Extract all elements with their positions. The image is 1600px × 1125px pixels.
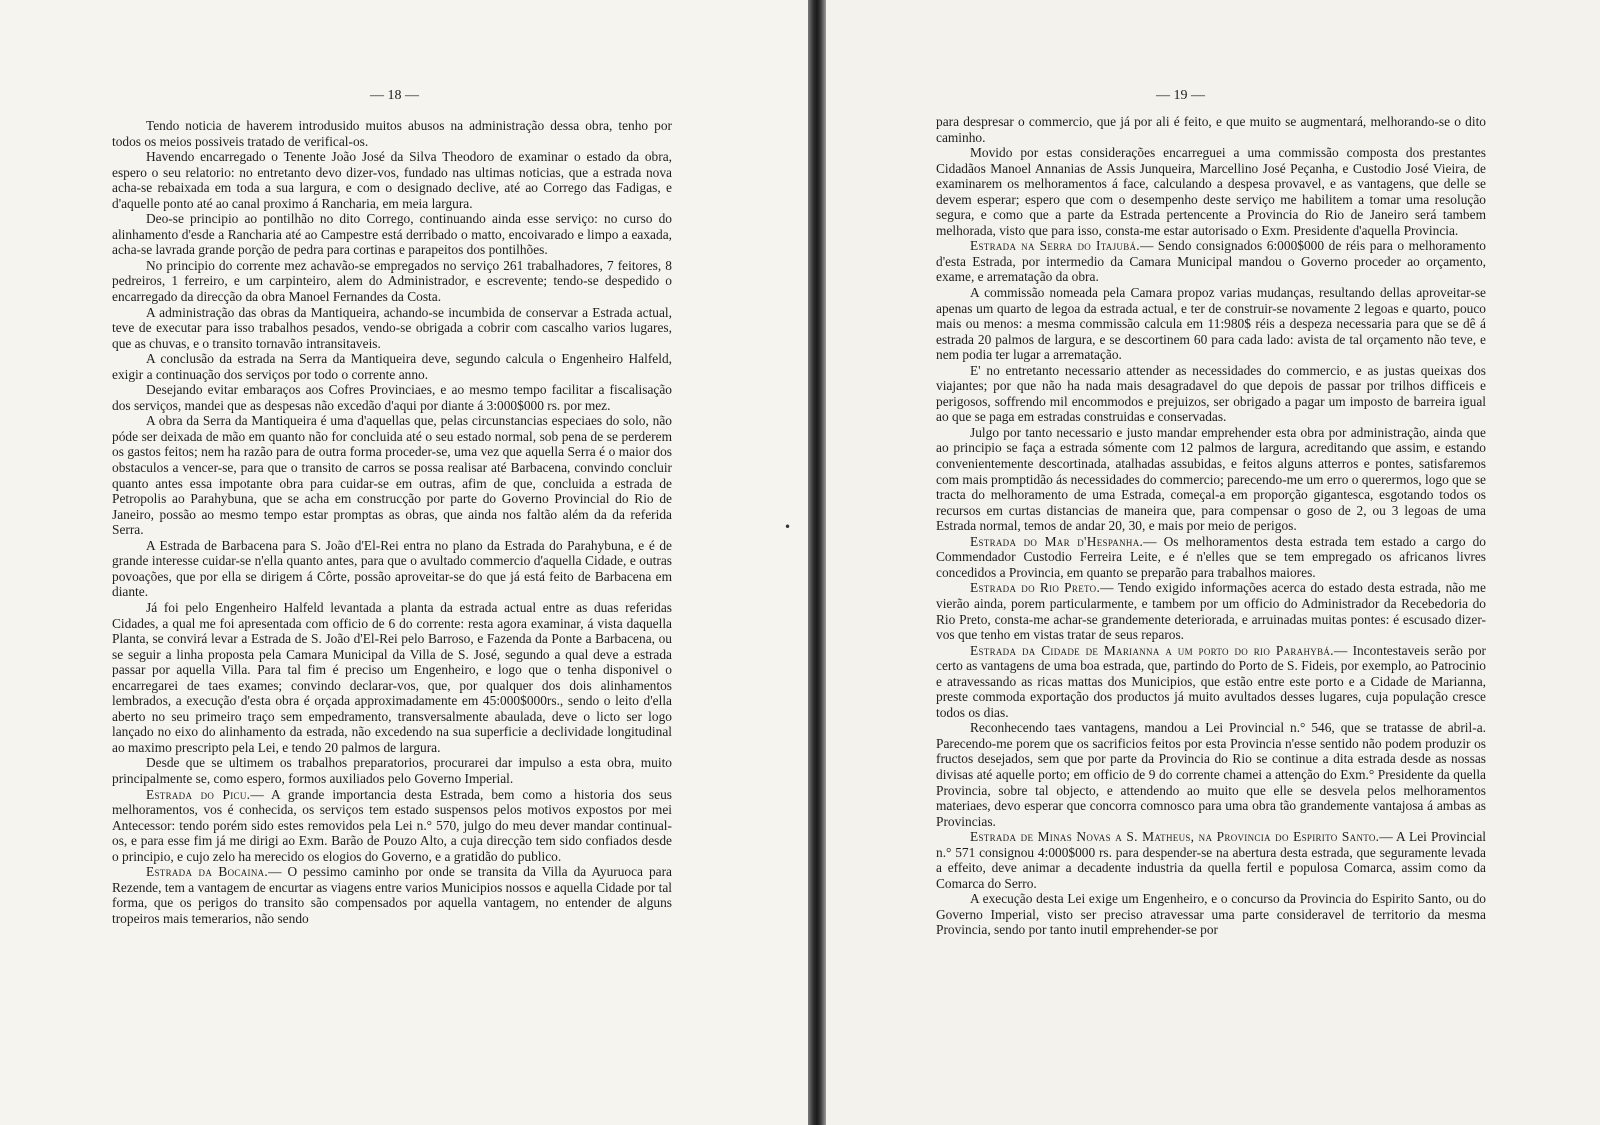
paragraph-text: A conclusão da estrada na Serra da Mantiqueira deve, segundo calcula o Engenheiro Halfeld, exigir a continuação dos serviços por todo o corrente anno. (112, 351, 672, 382)
paragraph (936, 534, 1486, 581)
paragraph-text: — O pessimo caminho por onde se transita da Villa da Ayuruoca para Rezende, tem a vantagem de encurtar as viagens entre varios Municipios nossos e aquella Cidade por tal forma, que os perigos do transito são compensados por aquella vantagem, no entender de alguns tropeiros mais temerarios, não sendo (112, 864, 673, 926)
paragraph-text: Já foi pelo Engenheiro Halfeld levantada a planta da estrada actual entre as duas referidas Cidades, a qual me foi apresentada com officio de 6 do corrente: resta agora examinar, á vista daquella Planta, se convirá levar a Estrada de S. João d'El-Rei pelo Barroso, e Fazenda da Ponte a Barbacena, ou se seguir a linha proposta pela Camara Municipal da Villa de S. José, segundo a qual deve a estrada passar por aquella Villa. Para tal fim é preciso um Engenheiro, e logo que o tenha disponivel o encarregarei de taes exames; convindo declarar-vos, que, por qualquer dos dois alinhamentos lembrados, a execução d'esta obra é orçada approximadamente em 45:000$000rs., sendo o leito d'ella aberto no seu primeiro traço sem empedramento, transversalmente abaulada, deve o licto ser logo lançado no eixo do alinhamento da estrada, não excedendo na sua superficie a declividade longitudinal ao maximo prescripto pela Lei, e tendo 20 palmos de largura. (112, 599, 672, 755)
paragraph-text: Movido por estas considerações encarreguei a uma commissão composta dos prestantes Cidadãos Manoel Annanias de Assis Junqueira, Marcellino José Peçanha, e Custodio José Vieira, de examinarem os melhoramentos á face, calculando a despesa provavel, e as vantagens, que delle se devem esperar; espero que com o desempenho deste serviço me habilitem a tomar uma resolução segura, e como que a parte da Estrada pertencente a Provincia do Rio de Janeiro será tambem melhorada, visto que para isso, consta-me estar autorisado o Exm. Presidente d'aquella Provincia. (936, 145, 1486, 238)
paragraph-text: A administração das obras da Mantiqueira, achando-se incumbida de conservar a Estrada actual, teve de executar para isso trabalhos pesados, vendo-se obrigada a cobrir com cascalho varios lugares, que as chuvas, e o transito tornavão intransitaveis. (112, 304, 672, 351)
right-page-text (936, 114, 1486, 938)
section-heading: Estrada do Rio Preto. (970, 580, 1101, 596)
paragraph (936, 580, 1486, 642)
paragraph (112, 305, 672, 352)
paragraph-text: A commissão nomeada pela Camara propoz varias mudanças, resultando dellas aproveitar-se apenas um quarto de legoa da estrada actual, e ter de construir-se novamente 2 legoas e quarto, pouco mais ou menos: a mesma commissão calcula em 11:980$ réis a despeza necessaria para que se dê á estrada 20 palmos de largura, e se descortinem 60 para cada lado: avista de tal orçamento não teve, e nem podia ter lugar a arrematação. (936, 285, 1486, 363)
paragraph-text: Reconhecendo taes vantagens, mandou a Lei Provincial n.° 546, que se tratasse de abril-a. Parecendo-me porem que os sacrificios feitos por esta Provincia n'esse sentido não podem produzir os fructos desejados, sem que por parte da Provincia do Rio se continue a dita estrada desde as nossas divisas até aquelle porto; em officio de 9 do corrente chamei a attenção do Exm.° Presidente da quella Provincia, sobre tal objecto, e attendendo ao muito que elle se desvela pelos melhoramentos materiaes, devo esperar que concorra comnosco para uma obra tão grandemente vantajosa á ambas as Provincias. (936, 720, 1486, 829)
paragraph-text: E' no entretanto necessario attender as necessidades do commercio, e as justas queixas dos viajantes; por que não ha nada mais desagradavel do que depois de passar por trilhos difficeis e perigosos, soffrendo mil encommodos e prejuizos, ser obrigado a pagar um imposto de barreira igual ao que se paga em estradas construidas e conservadas. (936, 362, 1486, 425)
page-number-left: — 18 — (370, 88, 419, 103)
paragraph-text: — Os melhoramentos desta estrada tem estado a cargo do Commendador Custodio Ferreira Leite, e é n'elles que se tem empregado os africanos livres concedidos a Provincia, em quanto se preparão para trabalhos maiores. (936, 533, 1486, 580)
section-heading: Estrada da Bocaina. (146, 864, 269, 880)
paragraph (936, 720, 1486, 829)
paragraph (936, 285, 1486, 363)
section-heading: Estrada de Minas Novas a S. Matheus, na Provincia do Espirito Santo. (970, 829, 1380, 845)
right-page (784, 0, 1600, 1125)
book-gutter (808, 0, 826, 1125)
paragraph (112, 600, 672, 755)
paragraph (936, 114, 1486, 145)
paragraph (936, 829, 1486, 891)
paragraph-text: A obra da Serra da Mantiqueira é uma d'aquellas que, pelas circunstancias especiaes do solo, não póde ser deixada de mão em quanto não for concluida até o seu estado normal, sob pena de se perderem os gastos feitos; nem ha razão para de outra forma proceder-se, uma vez que aquella Serra é o maior dos obstaculos a vencer-se, para que o transito de carros se possa realisar até Barbacena, convindo concluir quanto antes essa impotante obra para cuidar-se em outras, afim de que, concluida a estrada de Petropolis ao Parahybuna, que se acha em construcção por parte do Governo Provincial do Rio de Janeiro, possão ao mesmo tempo estar promptas as obras, que ainda nos faltão além da da referida Serra. (112, 413, 672, 538)
paragraph-text: — A grande importancia desta Estrada, bem como a historia dos seus melhoramentos, vos é conhecida, os serviços tem estado suspensos pelos motivos expostos por mei Antecessor: tendo porém sido estes removidos pela Lei n.° 570, julgo do meu dever mandar continual-os, e para esse fim já me dirigi ao Exm. Barão de Pouzo Alto, a cuja direcção tem sido confiados desde o principio, e cujo zelo ha merecido os elogios do Governo, e a gratidão do publico. (112, 786, 672, 864)
paragraph (112, 258, 672, 305)
paragraph (112, 211, 672, 258)
page-number-right: — 19 — (1156, 88, 1205, 103)
paragraph-text: Julgo por tanto necessario e justo mandar emprehender esta obra por administração, ainda que ao principio se faça a estrada sómente com 12 palmos de largura, acreditando que assim, e estando convenientemente descortinada, atalhadas assubidas, e feitos alguns atterros e pontes, satisfaremos com mais promptidão ás necessidades do commercio; parecendo-me um erro o querermos, logo que se tracta do melhoramento de uma Estrada, começal-a em proporção gigantesca, esgotando todos os recursos em curtas distancias de maneira que, para compensar o goso de 2, ou 3 legoas de uma Estrada normal, temos de andar 20, 30, e mais por meio de perigos. (936, 424, 1486, 534)
paragraph-text: A Estrada de Barbacena para S. João d'El-Rei entra no plano da Estrada do Parahybuna, e é de grande interesse cuidar-se n'ella quanto antes, para que o avultado commercio d'aquella Cidade, e outras povoações, que por ella se dirigem á Côrte, possão aproveitar-se do que já está feito de Barbacena em diante. (112, 537, 672, 600)
paragraph (936, 238, 1486, 285)
paragraph (112, 755, 672, 786)
paragraph-text: No principio do corrente mez achavão-se empregados no serviço 261 trabalhadores, 7 feitores, 8 pedreiros, 1 ferreiro, e um carpinteiro, alem do Administrador, e escrevente; tendo-se despedido o encarregado da direcção da obra Manoel Fernandes da Costa. (112, 257, 672, 305)
paragraph-text: Tendo noticia de haverem introdusido muitos abusos na administração dessa obra, tenho por todos os meios possiveis tratado de verifical-os. (112, 118, 672, 149)
paragraph-text: — Tendo exigido informações acerca do estado desta estrada, não me vierão ainda, porem particularmente, e tambem por um officio do Administrador da Recebedoria do Rio Preto, consta-me achar-se grandemente deteriorada, e arruinadas muitas pontes: é escusado dizer-vos que tenho em vistas tratar de seus reparos. (936, 580, 1486, 643)
paragraph-text: para despresar o commercio, que já por ali é feito, e que muito se augmentará, melhorando-se o dito caminho. (936, 114, 1486, 145)
left-page-text (112, 118, 672, 926)
section-heading: Estrada do Picu. (146, 786, 251, 802)
paragraph (936, 643, 1486, 721)
paragraph (936, 145, 1486, 238)
paragraph-text: Havendo encarregado o Tenente João José da Silva Theodoro de examinar o estado da obra, espero o seu relatorio: no entretanto devo dizer-vos, fundado nas ultimas noticias, que a estrada nova acha-se rebaixada em toda a sua largura, e com o designado declive, até ao Corrego das Fadigas, e d'aquelle ponto até ao canal proximo á Rancharia, em meia largura. (112, 149, 672, 211)
paragraph (936, 363, 1486, 425)
paragraph-text: — A Lei Provincial n.° 571 consignou 4:000$000 rs. para despender-se na abertura desta estrada, que seguramente levada a effeito, deve animar a decadente industria da quella fertil e populosa Comarca, assim como da Comarca do Serro. (936, 829, 1486, 891)
paragraph (936, 891, 1486, 938)
paragraph (112, 787, 672, 865)
margin-speck: • (784, 520, 792, 534)
paragraph (112, 538, 672, 600)
paragraph-text: Desejando evitar embaraços aos Cofres Provinciaes, e ao mesmo tempo facilitar a fiscalisação dos serviços, mandei que as despesas não excedão d'aqui por diante á 3:000$000 rs. por mez. (112, 382, 672, 413)
paragraph (112, 351, 672, 382)
paragraph (112, 382, 672, 413)
paragraph-text: — Sendo consignados 6:000$000 de réis para o melhoramento d'esta Estrada, por intermedio da Camara Municipal mandou o Governo proceder ao orçamento, exame, e arrematação da obra. (936, 238, 1487, 285)
paragraph (112, 149, 672, 211)
paragraph-text: A execução desta Lei exige um Engenheiro, e o concurso da Provincia do Espirito Santo, ou do Governo Imperial, visto ser preciso atravessar uma parte consideravel de territorio da mesma Provincia, sendo por tanto inutil emprehender-se por (936, 891, 1486, 938)
paragraph-text: — Incontestaveis serão por certo as vantagens de uma boa estrada, que, partindo do Porto de S. Fideis, por exemplo, ao Patrocinio e atravessando as ricas mattas dos Municipios, que estão entre este porto e a Cidade de Marianna, preste commoda exportação dos productos já muito avultados desses lugares, cuja população cresce todos os dias. (936, 642, 1487, 720)
section-heading: Estrada do Mar d'Hespanha. (970, 533, 1144, 549)
paragraph (936, 425, 1486, 534)
section-heading: Estrada na Serra do Itajubá. (970, 238, 1140, 254)
section-heading: Estrada da Cidade de Marianna a um porto do rio Parahybá. (970, 642, 1334, 658)
paragraph-text: Desde que se ultimem os trabalhos preparatorios, procurarei dar impulso a esta obra, muito principalmente se, como espero, formos auxiliados pelo Governo Imperial. (112, 755, 672, 786)
paragraph (112, 864, 672, 926)
paragraph-text: Deo-se principio ao pontilhão no dito Corrego, continuando ainda esse serviço: no curso do alinhamento d'esde a Rancharia até ao Campestre está derribado o matto, encoivarado e limpo a eaxada, acha-se lavrada grande porção de pedra para cortinas e parapeitos dos pontilhões. (112, 211, 672, 258)
paragraph (112, 413, 672, 537)
paragraph (112, 118, 672, 149)
